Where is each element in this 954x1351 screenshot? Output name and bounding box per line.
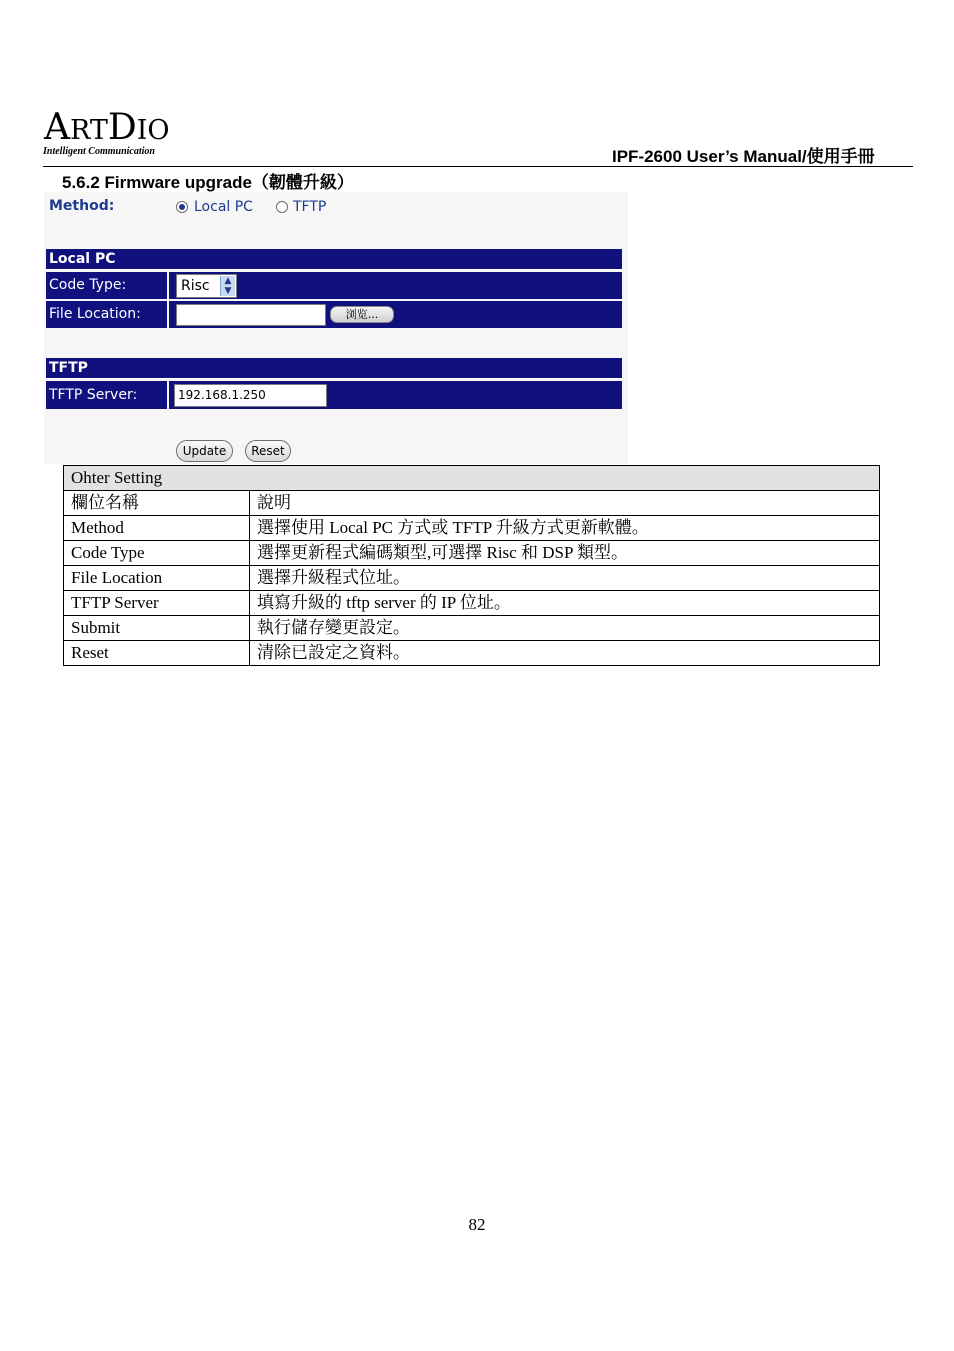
table-cell: Reset [64, 641, 250, 666]
code-type-label: Code Type: [46, 272, 167, 299]
method-local-pc-radio[interactable] [176, 201, 188, 213]
method-label: Method: [49, 198, 115, 214]
method-tftp-label[interactable]: TFTP [293, 199, 327, 215]
table-cell: 執行儲存變更設定。 [250, 616, 880, 641]
update-button[interactable]: Update [176, 440, 233, 462]
table-cell: Code Type [64, 541, 250, 566]
column-header: 欄位名稱 [64, 491, 250, 516]
firmware-upgrade-panel [44, 192, 628, 464]
table-cell: 選擇升級程式位址。 [250, 566, 880, 591]
table-row [64, 616, 880, 641]
table-row [64, 641, 880, 666]
table-cell: TFTP Server [64, 591, 250, 616]
tftp-server-label: TFTP Server: [46, 381, 167, 409]
table-row [64, 516, 880, 541]
tftp-header: TFTP [46, 358, 622, 379]
table-header-row [64, 491, 880, 516]
artdio-logo: ARTDIO [44, 107, 170, 148]
table-row [64, 591, 880, 616]
table-title: Ohter Setting [64, 466, 880, 491]
logo-tagline: Intelligent Communication [43, 146, 155, 157]
page-number: 82 [468, 1215, 486, 1234]
manual-title: IPF-2600 User’s Manual/使用手冊 [612, 147, 875, 166]
code-type-select[interactable] [176, 274, 237, 298]
column-header: 說明 [250, 491, 880, 516]
code-type-value: Risc [181, 278, 210, 294]
local-pc-header: Local PC [46, 249, 622, 270]
table-cell: Submit [64, 616, 250, 641]
table-cell: 填寫升級的 tftp server 的 IP 位址。 [250, 591, 880, 616]
file-location-input[interactable] [176, 304, 326, 326]
table-cell: 清除已設定之資料。 [250, 641, 880, 666]
browse-button[interactable]: 浏览... [330, 306, 394, 323]
header-divider [43, 166, 913, 167]
reset-button[interactable]: Reset [245, 440, 291, 462]
file-location-label: File Location: [46, 301, 167, 328]
table-cell: 選擇更新程式編碼類型,可選擇 Risc 和 DSP 類型。 [250, 541, 880, 566]
table-row [64, 541, 880, 566]
table-row [64, 566, 880, 591]
tftp-server-input[interactable]: 192.168.1.250 [174, 384, 327, 407]
method-tftp-radio[interactable] [276, 201, 288, 213]
settings-table [63, 465, 880, 666]
method-local-pc-label[interactable]: Local PC [194, 199, 253, 215]
table-cell: File Location [64, 566, 250, 591]
chevron-updown-icon: ▲ ▼ [220, 276, 235, 296]
table-cell: 選擇使用 Local PC 方式或 TFTP 升級方式更新軟體。 [250, 516, 880, 541]
table-cell: Method [64, 516, 250, 541]
table-title-row [64, 466, 880, 491]
section-title: 5.6.2 Firmware upgrade（韌體升級） [62, 173, 354, 192]
